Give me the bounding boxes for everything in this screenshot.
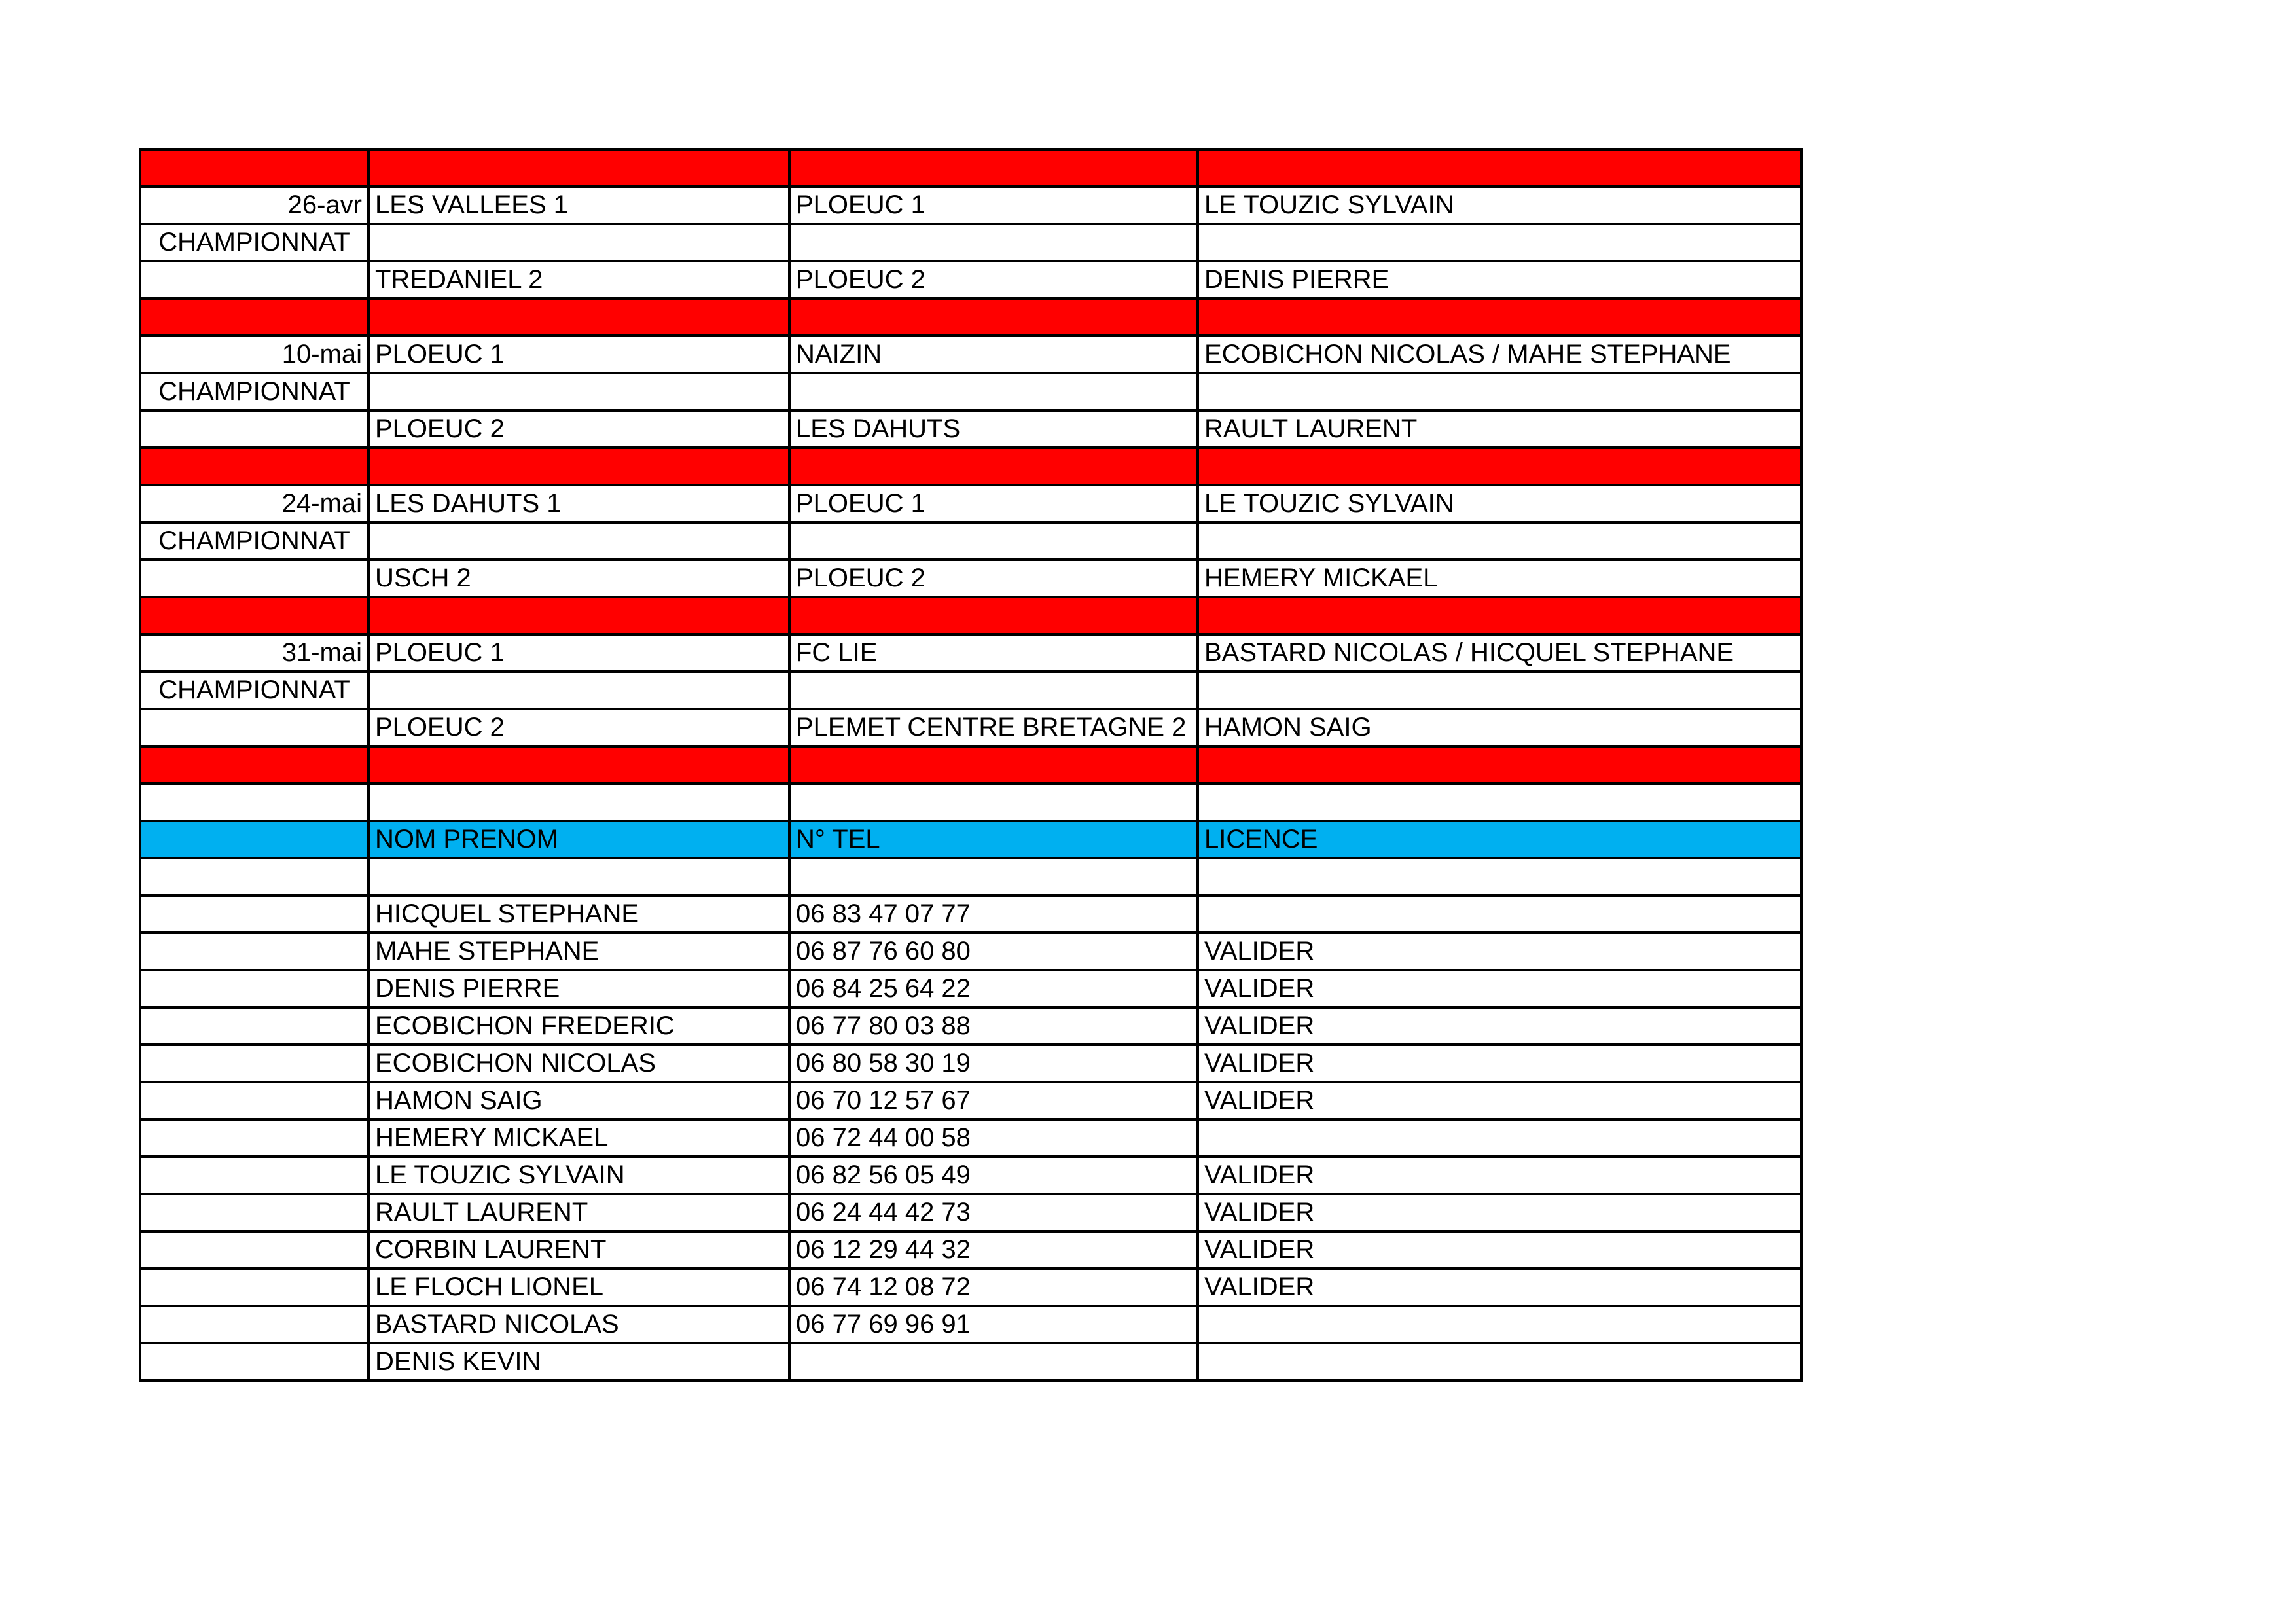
table-row (140, 522, 1801, 560)
date-cell (140, 895, 368, 933)
away-cell: 06 12 29 44 32 (789, 1231, 1198, 1269)
referee-cell (1198, 858, 1801, 895)
date-cell (140, 784, 368, 821)
schedule-table-body (140, 149, 1801, 1380)
home-cell: LE FLOCH LIONEL (368, 1269, 789, 1306)
home-cell (368, 672, 789, 709)
referee-cell (1198, 1306, 1801, 1343)
date-cell (140, 1194, 368, 1231)
home-cell: PLOEUC 2 (368, 709, 789, 746)
date-cell (140, 1045, 368, 1082)
away-cell: 06 74 12 08 72 (789, 1269, 1198, 1306)
away-cell (789, 448, 1198, 485)
date-cell (140, 149, 368, 187)
home-cell (368, 746, 789, 784)
home-cell: HICQUEL STEPHANE (368, 895, 789, 933)
table-row (140, 1231, 1801, 1269)
away-cell: 06 80 58 30 19 (789, 1045, 1198, 1082)
date-cell: CHAMPIONNAT (140, 373, 368, 410)
home-cell: ECOBICHON FREDERIC (368, 1007, 789, 1045)
away-cell: 06 24 44 42 73 (789, 1194, 1198, 1231)
referee-cell: RAULT LAURENT (1198, 410, 1801, 448)
table-row (140, 187, 1801, 224)
licence-header: LICENCE (1198, 821, 1801, 858)
referee-cell: VALIDER (1198, 933, 1801, 970)
home-cell: BASTARD NICOLAS (368, 1306, 789, 1343)
away-cell: LES DAHUTS (789, 410, 1198, 448)
date-cell: CHAMPIONNAT (140, 522, 368, 560)
home-cell: USCH 2 (368, 560, 789, 597)
date-cell (140, 1157, 368, 1194)
away-cell: 06 70 12 57 67 (789, 1082, 1198, 1119)
referee-cell: VALIDER (1198, 1007, 1801, 1045)
table-row (140, 1306, 1801, 1343)
away-cell: NAIZIN (789, 336, 1198, 373)
away-cell: PLOEUC 1 (789, 485, 1198, 522)
referee-cell: DENIS PIERRE (1198, 261, 1801, 298)
referee-cell (1198, 784, 1801, 821)
referee-cell: VALIDER (1198, 1194, 1801, 1231)
separator-row (140, 149, 1801, 187)
away-cell: 06 82 56 05 49 (789, 1157, 1198, 1194)
table-row (140, 933, 1801, 970)
date-cell (140, 261, 368, 298)
table-row (140, 1007, 1801, 1045)
table-row (140, 485, 1801, 522)
referee-cell: VALIDER (1198, 1269, 1801, 1306)
date-cell (140, 933, 368, 970)
referee-cell: LE TOUZIC SYLVAIN (1198, 485, 1801, 522)
date-cell (140, 858, 368, 895)
date-cell (140, 560, 368, 597)
away-cell: FC LIE (789, 634, 1198, 672)
away-cell (789, 522, 1198, 560)
referee-cell (1198, 149, 1801, 187)
table-row (140, 709, 1801, 746)
date-cell (140, 410, 368, 448)
table-row (140, 410, 1801, 448)
table-row (140, 1269, 1801, 1306)
away-cell (789, 149, 1198, 187)
away-cell: PLOEUC 2 (789, 261, 1198, 298)
separator-row (140, 448, 1801, 485)
referee-cell (1198, 672, 1801, 709)
away-cell: 06 83 47 07 77 (789, 895, 1198, 933)
table-row (140, 895, 1801, 933)
date-cell: 31-mai (140, 634, 368, 672)
table-row (140, 672, 1801, 709)
referee-cell (1198, 448, 1801, 485)
away-cell (789, 224, 1198, 261)
home-cell: TREDANIEL 2 (368, 261, 789, 298)
date-cell (140, 1306, 368, 1343)
date-cell (140, 709, 368, 746)
away-cell (789, 597, 1198, 634)
away-cell: PLEMET CENTRE BRETAGNE 2 (789, 709, 1198, 746)
date-cell (140, 448, 368, 485)
date-cell: 24-mai (140, 485, 368, 522)
phone-header: N° TEL (789, 821, 1198, 858)
home-cell: HAMON SAIG (368, 1082, 789, 1119)
home-cell: PLOEUC 1 (368, 634, 789, 672)
table-row (140, 970, 1801, 1007)
home-cell (368, 858, 789, 895)
home-cell: HEMERY MICKAEL (368, 1119, 789, 1157)
home-cell: CORBIN LAURENT (368, 1231, 789, 1269)
home-cell: RAULT LAURENT (368, 1194, 789, 1231)
table-row (140, 224, 1801, 261)
referee-cell (1198, 298, 1801, 336)
date-cell (140, 298, 368, 336)
home-cell: LES VALLEES 1 (368, 187, 789, 224)
date-cell (140, 597, 368, 634)
referee-cell (1198, 373, 1801, 410)
away-cell (789, 1343, 1198, 1380)
date-cell (140, 1231, 368, 1269)
home-cell (368, 784, 789, 821)
blank (140, 821, 368, 858)
referee-cell: BASTARD NICOLAS / HICQUEL STEPHANE (1198, 634, 1801, 672)
referee-cell: ECOBICHON NICOLAS / MAHE STEPHANE (1198, 336, 1801, 373)
away-cell (789, 746, 1198, 784)
home-cell (368, 298, 789, 336)
date-cell (140, 1082, 368, 1119)
date-cell: 26-avr (140, 187, 368, 224)
table-row (140, 261, 1801, 298)
referee-cell (1198, 224, 1801, 261)
date-cell: 10-mai (140, 336, 368, 373)
home-cell: ECOBICHON NICOLAS (368, 1045, 789, 1082)
referee-cell (1198, 1343, 1801, 1380)
away-cell: 06 72 44 00 58 (789, 1119, 1198, 1157)
away-cell (789, 784, 1198, 821)
referee-cell: VALIDER (1198, 1045, 1801, 1082)
home-cell: PLOEUC 1 (368, 336, 789, 373)
home-cell (368, 224, 789, 261)
referee-cell: HAMON SAIG (1198, 709, 1801, 746)
away-cell: 06 87 76 60 80 (789, 933, 1198, 970)
table-row (140, 634, 1801, 672)
date-cell (140, 1007, 368, 1045)
referee-cell: VALIDER (1198, 1231, 1801, 1269)
date-cell (140, 1269, 368, 1306)
away-cell: 06 77 80 03 88 (789, 1007, 1198, 1045)
home-cell: PLOEUC 2 (368, 410, 789, 448)
home-cell (368, 448, 789, 485)
away-cell (789, 298, 1198, 336)
name-header: NOM PRENOM (368, 821, 789, 858)
table-row (140, 1194, 1801, 1231)
table-row (140, 336, 1801, 373)
referee-cell: VALIDER (1198, 970, 1801, 1007)
table-row (140, 1343, 1801, 1380)
away-cell: 06 77 69 96 91 (789, 1306, 1198, 1343)
referee-cell: LE TOUZIC SYLVAIN (1198, 187, 1801, 224)
home-cell (368, 522, 789, 560)
separator-row (140, 298, 1801, 336)
referee-cell (1198, 895, 1801, 933)
contacts-header-row (140, 821, 1801, 858)
referee-cell (1198, 746, 1801, 784)
home-cell: DENIS PIERRE (368, 970, 789, 1007)
away-cell: 06 84 25 64 22 (789, 970, 1198, 1007)
home-cell (368, 373, 789, 410)
referee-cell: VALIDER (1198, 1082, 1801, 1119)
table-row (140, 1119, 1801, 1157)
date-cell (140, 746, 368, 784)
away-cell (789, 858, 1198, 895)
date-cell (140, 1343, 368, 1380)
home-cell (368, 597, 789, 634)
table-row (140, 1157, 1801, 1194)
home-cell (368, 149, 789, 187)
home-cell: LES DAHUTS 1 (368, 485, 789, 522)
table-row (140, 373, 1801, 410)
away-cell: PLOEUC 1 (789, 187, 1198, 224)
table-row (140, 858, 1801, 895)
home-cell: DENIS KEVIN (368, 1343, 789, 1380)
referee-cell: HEMERY MICKAEL (1198, 560, 1801, 597)
home-cell: LE TOUZIC SYLVAIN (368, 1157, 789, 1194)
away-cell (789, 672, 1198, 709)
schedule-table (139, 148, 1803, 1382)
referee-cell (1198, 1119, 1801, 1157)
date-cell: CHAMPIONNAT (140, 224, 368, 261)
table-row (140, 784, 1801, 821)
referee-cell: VALIDER (1198, 1157, 1801, 1194)
separator-row (140, 746, 1801, 784)
date-cell (140, 970, 368, 1007)
away-cell: PLOEUC 2 (789, 560, 1198, 597)
home-cell: MAHE STEPHANE (368, 933, 789, 970)
table-row (140, 1082, 1801, 1119)
date-cell (140, 1119, 368, 1157)
away-cell (789, 373, 1198, 410)
referee-cell (1198, 522, 1801, 560)
table-row (140, 1045, 1801, 1082)
table-row (140, 560, 1801, 597)
separator-row (140, 597, 1801, 634)
referee-cell (1198, 597, 1801, 634)
date-cell: CHAMPIONNAT (140, 672, 368, 709)
